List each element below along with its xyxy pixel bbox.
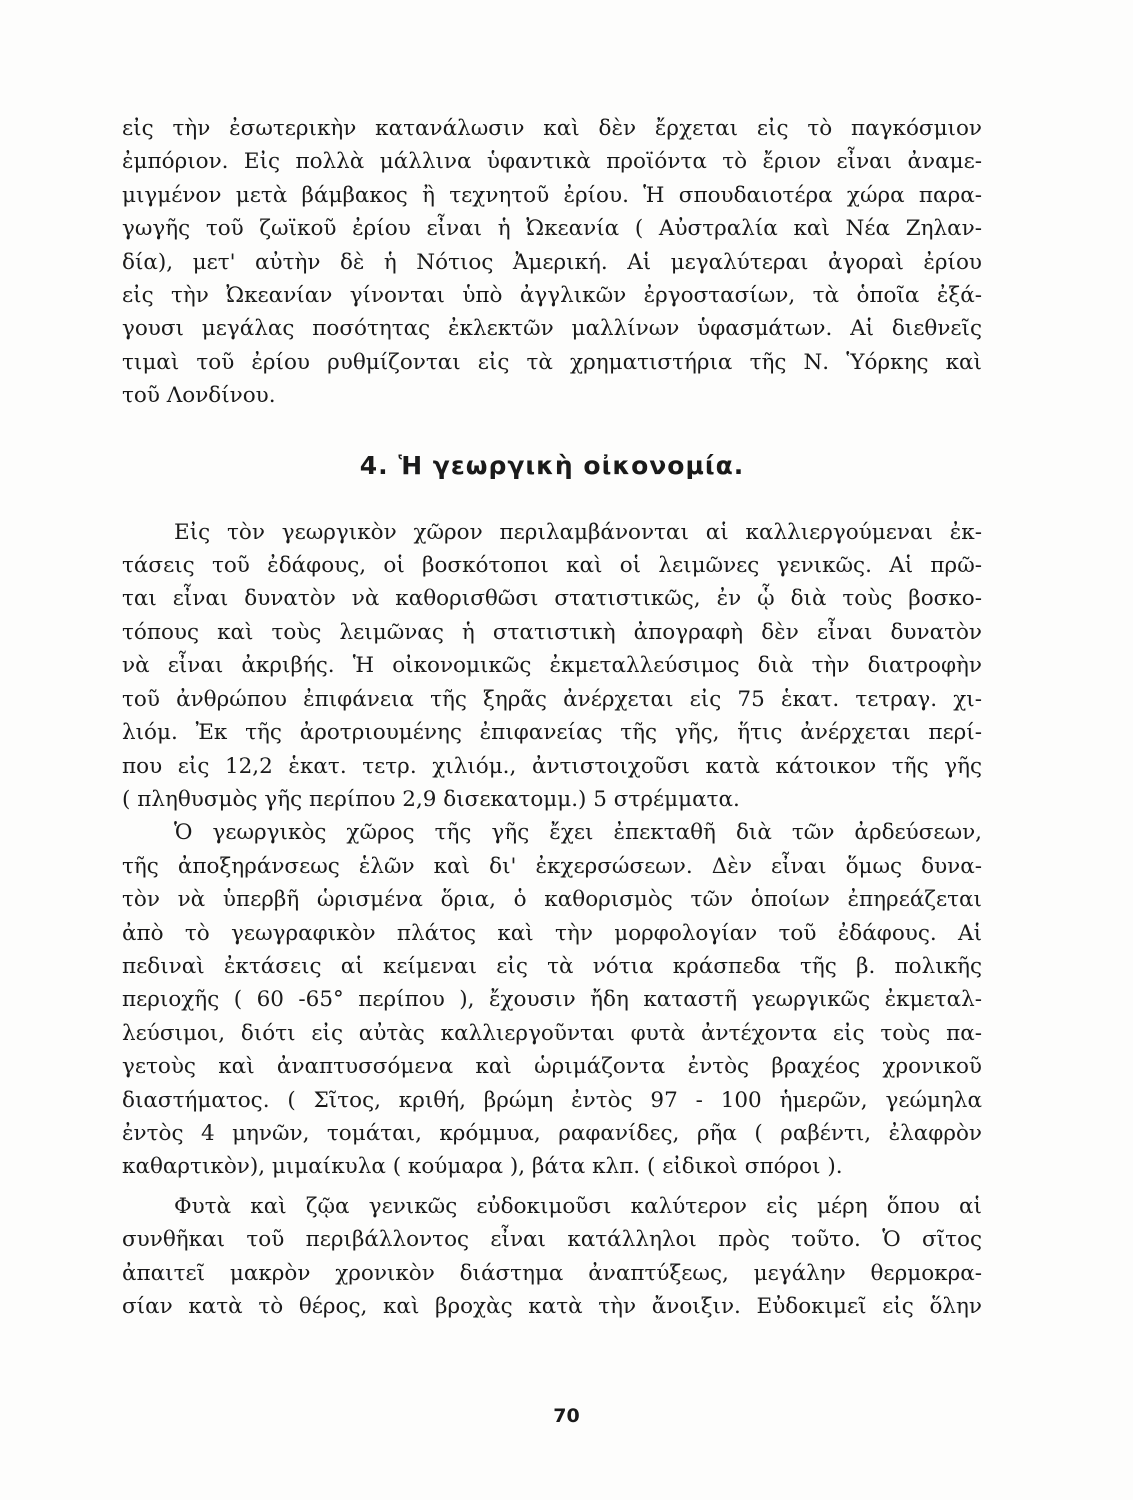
text-line: γουσι μεγάλας ποσότητας ἐκλεκτῶν μαλλίνων ὑφασμάτων. Αἱ διεθνεῖς <box>122 316 982 342</box>
page-number: 70 <box>553 1405 580 1427</box>
text-line: ται εἶναι δυνατὸν νὰ καθορισθῶσι στατιστικῶς, ἐν ᾧ διὰ τοὺς βοσκο- <box>122 586 982 612</box>
text-line: Εἰς τὸν γεωργικὸν χῶρον περιλαμβάνονται αἱ καλλιεργούμεναι ἐκ- <box>174 519 982 545</box>
text-line: ( πληθυσμὸς γῆς περίπου 2,9 δισεκατομμ.) 5 στρέμματα. <box>122 786 740 812</box>
text-line: ἐντὸς 4 μηνῶν, τομάται, κρόμμυα, ραφανίδες, ρῆα ( ραβέντι, ἐλαφρὸν <box>122 1120 982 1146</box>
text-line: τιμαὶ τοῦ ἐρίου ρυθμίζονται εἰς τὰ χρηματιστήρια τῆς Ν. Ὑόρκης καὶ <box>122 349 982 375</box>
text-line: γετοὺς καὶ ἀναπτυσσόμενα καὶ ὡριμάζοντα ἐντὸς βραχέος χρονικοῦ <box>122 1054 982 1080</box>
text-line: ἀπαιτεῖ μακρὸν χρονικὸν διάστημα ἀναπτύξεως, μεγάλην θερμοκρα- <box>122 1260 982 1286</box>
paragraph-3 <box>122 816 982 1183</box>
paragraph-2 <box>122 516 982 817</box>
text-line: μιγμένον μετὰ βάμβακος ἢ τεχνητοῦ ἐρίου. Ἡ σπουδαιοτέρα χώρα παρα- <box>122 182 982 208</box>
text-line: νὰ εἶναι ἀκριβής. Ἡ οἰκονομικῶς ἐκμεταλλεύσιμος διὰ τὴν διατροφὴν <box>122 653 982 679</box>
text-line: εἰς τὴν ἐσωτερικὴν κατανάλωσιν καὶ δὲν ἔρχεται εἰς τὸ παγκόσμιον <box>122 116 982 141</box>
text-line: λεύσιμοι, διότι εἰς αὐτὰς καλλιεργοῦνται φυτὰ ἀντέχοντα εἰς τοὺς πα- <box>122 1020 982 1046</box>
text-line: πεδιναὶ ἐκτάσεις αἱ κείμεναι εἰς τὰ νότια κράσπεδα τῆς β. πολικῆς <box>122 953 982 979</box>
text-line: σίαν κατὰ τὸ θέρος, καὶ βροχὰς κατὰ τὴν ἄνοιξιν. Εὐδοκιμεῖ εἰς ὅλην <box>122 1294 982 1319</box>
text-line: λιόμ. Ἐκ τῆς ἀροτριουμένης ἐπιφανείας τῆς γῆς, ἥτις ἀνέρχεται περί- <box>122 720 982 746</box>
text-line: τάσεις τοῦ ἐδάφους, οἱ βοσκότοποι καὶ οἱ λειμῶνες γενικῶς. Αἱ πρῶ- <box>122 553 982 579</box>
text-line: διαστήματος. ( Σῖτος, κριθή, βρώμη ἐντὸς 97 - 100 ἡμερῶν, γεώμηλα <box>122 1087 982 1113</box>
text-line: Φυτὰ καὶ ζῷα γενικῶς εὐδοκιμοῦσι καλύτερον εἰς μέρη ὅπου αἱ <box>174 1193 982 1219</box>
text-line: ἐμπόριον. Εἰς πολλὰ μάλλινα ὑφαντικὰ προϊόντα τὸ ἔριον εἶναι ἀναμε- <box>122 149 982 175</box>
text-line: που εἰς 12,2 ἑκατ. τετρ. χιλιόμ., ἀντιστοιχοῦσι κατὰ κάτοικον τῆς γῆς <box>122 753 982 779</box>
text-line: τόπους καὶ τοὺς λειμῶνας ἡ στατιστικὴ ἀπογραφὴ δὲν εἶναι δυνατὸν <box>122 619 982 645</box>
text-line: δία), μετ' αὐτὴν δὲ ἡ Νότιος Ἀμερική. Αἱ μεγαλύτεραι ἀγοραὶ ἐρίου <box>122 249 982 275</box>
paragraph-4 <box>122 1190 982 1324</box>
text-line: τὸν νὰ ὑπερβῆ ὡρισμένα ὅρια, ὁ καθορισμὸς τῶν ὁποίων ἐπηρεάζεται <box>122 887 982 913</box>
text-line: ἀπὸ τὸ γεωγραφικὸν πλάτος καὶ τὴν μορφολογίαν τοῦ ἐδάφους. Αἱ <box>122 920 982 946</box>
document-page <box>122 112 982 1323</box>
text-line: καθαρτικὸν), μιμαίκυλα ( κούμαρα ), βάτα κλπ. ( εἰδικοὶ σπόροι ). <box>122 1154 843 1180</box>
text-line: γωγῆς τοῦ ζωϊκοῦ ἐρίου εἶναι ἡ Ὠκεανία ( Αὐστραλία καὶ Νέα Ζηλαν- <box>122 216 982 242</box>
text-line: συνθῆκαι τοῦ περιβάλλοντος εἶναι κατάλληλοι πρὸς τοῦτο. Ὁ σῖτος <box>122 1227 982 1253</box>
text-line: εἰς τὴν Ὠκεανίαν γίνονται ὑπὸ ἀγγλικῶν ἐργοστασίων, τὰ ὁποῖα ἐξά- <box>122 283 982 309</box>
section-heading: 4. Ἡ γεωργικὴ οἰκονομία. <box>359 450 745 480</box>
paragraph-1 <box>122 112 982 413</box>
text-line: Ὁ γεωργικὸς χῶρος τῆς γῆς ἔχει ἐπεκταθῆ διὰ τῶν ἀρδεύσεων, <box>174 820 982 846</box>
text-line: τοῦ ἀνθρώπου ἐπιφάνεια τῆς ξηρᾶς ἀνέρχεται εἰς 75 ἑκατ. τετραγ. χι- <box>122 686 982 712</box>
text-line: περιοχῆς ( 60 -65° περίπου ), ἔχουσιν ἤδη καταστῆ γεωργικῶς ἐκμεταλ- <box>122 987 982 1013</box>
text-line: τῆς ἀποξηράνσεως ἑλῶν καὶ δι' ἐκχερσώσεων. Δὲν εἶναι ὅμως δυνα- <box>122 853 982 879</box>
text-line: τοῦ Λονδίνου. <box>122 383 276 409</box>
